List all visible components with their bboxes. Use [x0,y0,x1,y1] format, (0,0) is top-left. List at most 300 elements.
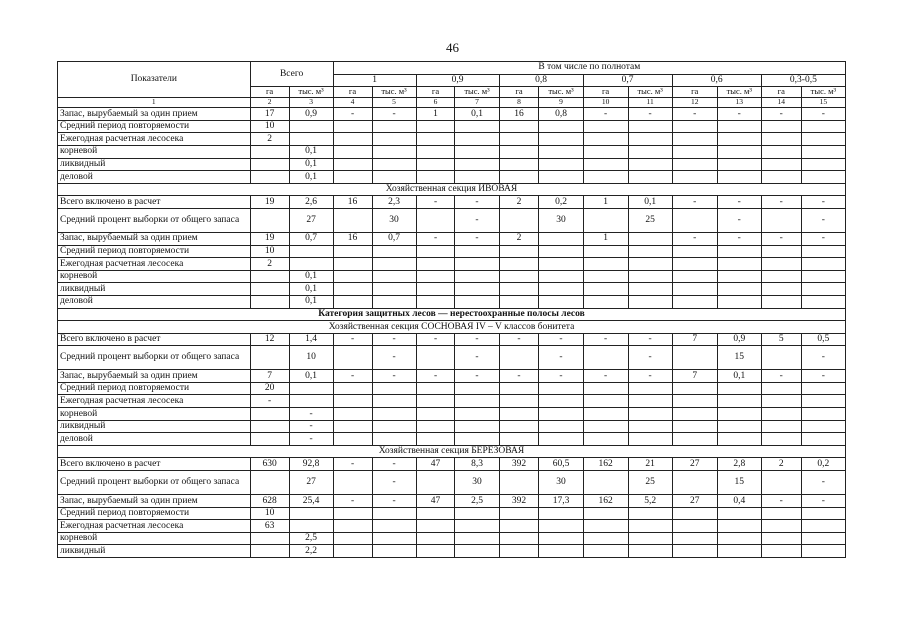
table-cell [801,507,845,520]
table-cell [583,471,628,495]
table-cell: 2 [250,133,289,146]
unit-cell: га [761,87,801,98]
table-cell: 27 [289,208,333,232]
table-cell [416,433,455,446]
table-header [58,62,846,108]
table-cell [416,520,455,533]
table-cell [455,283,499,296]
table-cell [416,270,455,283]
table-cell [539,408,583,421]
table-cell: - [628,333,672,346]
row-label: Средний период повторяемости [58,245,251,258]
table-cell: - [416,333,455,346]
table-cell [250,208,289,232]
table-cell [583,382,628,395]
table-cell: 0,1 [455,108,499,121]
unit-cell: га [416,87,455,98]
table-cell [499,283,539,296]
table-row [58,196,846,209]
table-cell [333,245,372,258]
table-cell: 1 [416,108,455,121]
table-cell: - [539,346,583,370]
column-number: 10 [583,98,628,108]
table-cell: 30 [539,471,583,495]
table-cell: - [539,370,583,383]
table-cell [672,420,717,433]
table-cell [416,408,455,421]
table-row [58,495,846,508]
table-cell [416,258,455,271]
table-cell [289,245,333,258]
table-cell [761,133,801,146]
table-cell [455,507,499,520]
table-cell: 2,8 [717,458,761,471]
table-cell [372,270,416,283]
total-header: Всего [250,62,333,87]
table-cell: 25 [628,208,672,232]
table-cell [455,408,499,421]
table-cell: 2,6 [289,196,333,209]
table-row [58,507,846,520]
table-cell: 16 [499,108,539,121]
column-number: 5 [372,98,416,108]
table-cell: 392 [499,495,539,508]
table-cell: - [801,108,845,121]
table-cell [583,520,628,533]
table-cell [801,395,845,408]
row-label: Запас, вырубаемый за один прием [58,108,251,121]
table-cell: - [455,333,499,346]
table-cell [250,295,289,308]
table-cell: 2,5 [289,532,333,545]
table-cell: 15 [717,346,761,370]
table-cell [761,408,801,421]
table-cell [717,408,761,421]
table-cell [717,395,761,408]
table-cell [761,471,801,495]
table-cell [416,245,455,258]
table-cell [333,420,372,433]
table-cell: 10 [289,346,333,370]
table-cell [583,408,628,421]
table-cell [455,270,499,283]
table-cell [583,270,628,283]
table-cell: - [333,370,372,383]
table-cell [372,420,416,433]
table-body [58,108,846,558]
table-row [58,545,846,558]
density-header: 0,8 [499,74,583,87]
table-cell [333,545,372,558]
table-cell: 19 [250,196,289,209]
table-cell [333,208,372,232]
unit-cell: га [583,87,628,98]
table-cell [717,120,761,133]
row-label: Всего включено в расчет [58,196,251,209]
table-row [58,295,846,308]
unit-cell: тыс. м³ [289,87,333,98]
table-cell [499,295,539,308]
table-cell [761,532,801,545]
table-cell: 27 [672,495,717,508]
table-cell [717,270,761,283]
table-cell [583,433,628,446]
table-cell [289,133,333,146]
table-cell [416,420,455,433]
table-cell: 0,1 [289,158,333,171]
table-cell [801,133,845,146]
table-cell [583,420,628,433]
row-label: Запас, вырубаемый за один прием [58,232,251,245]
section-header-row [58,445,846,458]
table-cell [539,283,583,296]
table-cell: 8,3 [455,458,499,471]
table-cell [628,283,672,296]
table-cell [717,295,761,308]
table-cell: - [250,395,289,408]
table-cell [539,171,583,184]
table-cell [539,395,583,408]
table-cell [372,408,416,421]
table-row [58,408,846,421]
table-cell [250,171,289,184]
row-label: ликвидный [58,545,251,558]
table-cell [499,158,539,171]
table-cell [672,532,717,545]
table-cell [372,395,416,408]
table-row [58,171,846,184]
table-cell: - [583,333,628,346]
table-cell [628,120,672,133]
table-cell [416,208,455,232]
table-cell: - [455,370,499,383]
table-cell: - [761,108,801,121]
table-cell [717,433,761,446]
table-cell [289,382,333,395]
table-cell [539,545,583,558]
table-row [58,245,846,258]
table-cell [499,395,539,408]
table-cell [672,433,717,446]
table-cell [333,346,372,370]
table-cell [372,258,416,271]
table-cell [801,420,845,433]
table-cell [539,420,583,433]
table-cell: 7 [250,370,289,383]
table-cell: - [416,232,455,245]
table-cell [628,507,672,520]
table-cell: 0,5 [801,333,845,346]
table-cell [455,395,499,408]
table-cell: - [499,333,539,346]
table-cell [761,433,801,446]
table-cell [455,382,499,395]
table-cell [672,408,717,421]
density-header: 1 [333,74,416,87]
table-cell [333,133,372,146]
table-cell [250,545,289,558]
table-cell: - [801,346,845,370]
table-cell: 2,3 [372,196,416,209]
table-cell: 25,4 [289,495,333,508]
table-cell [289,520,333,533]
table-cell: - [333,108,372,121]
table-cell [455,145,499,158]
table-cell [499,346,539,370]
table-cell [761,208,801,232]
table-cell: - [372,333,416,346]
table-cell: 0,1 [289,295,333,308]
table-cell [628,395,672,408]
table-cell [289,258,333,271]
table-cell [761,158,801,171]
table-cell [628,532,672,545]
table-cell [499,433,539,446]
table-cell [499,471,539,495]
table-row [58,370,846,383]
table-cell [416,295,455,308]
table-cell [372,283,416,296]
table-cell: - [333,458,372,471]
table-cell: - [289,420,333,433]
table-cell: 2 [761,458,801,471]
table-cell: - [672,196,717,209]
table-cell: - [583,370,628,383]
table-cell [416,395,455,408]
table-cell [372,520,416,533]
table-cell [761,295,801,308]
table-cell [455,258,499,271]
table-cell [372,158,416,171]
row-label: Ежегодная расчетная лесосека [58,520,251,533]
table-cell [416,346,455,370]
row-label: ликвидный [58,420,251,433]
table-cell [801,120,845,133]
table-cell: 17 [250,108,289,121]
table-row [58,258,846,271]
table-cell: 30 [539,208,583,232]
table-cell [499,270,539,283]
category-title: Категория защитных лесов — нерестоохранные полосы лесов [58,308,846,321]
table-cell [455,171,499,184]
section-title: Хозяйственная секция СОСНОВАЯ IV – V классов бонитета [58,321,846,334]
table-cell [250,532,289,545]
table-cell [333,520,372,533]
table-cell [499,171,539,184]
density-header: 0,9 [416,74,499,87]
column-number: 3 [289,98,333,108]
table-cell [372,532,416,545]
table-cell [372,171,416,184]
table-cell [717,145,761,158]
table-row [58,420,846,433]
table-cell [761,283,801,296]
table-cell [499,507,539,520]
row-label: Средний процент выборки от общего запаса [58,346,251,370]
table-cell [583,545,628,558]
table-cell [672,471,717,495]
table-cell [499,382,539,395]
table-cell [250,346,289,370]
indicators-header: Показатели [58,62,251,98]
table-cell: - [717,232,761,245]
table-cell [801,158,845,171]
table-cell: 30 [455,471,499,495]
table-cell: 16 [333,232,372,245]
table-cell [539,145,583,158]
row-label: Запас, вырубаемый за один прием [58,495,251,508]
table-cell: 0,4 [717,495,761,508]
table-cell [499,532,539,545]
table-cell [333,270,372,283]
density-header: 0,6 [672,74,761,87]
table-cell: 25 [628,471,672,495]
table-cell [761,382,801,395]
table-cell: - [672,232,717,245]
table-cell [761,171,801,184]
table-cell [333,395,372,408]
table-cell [628,545,672,558]
table-cell: 10 [250,245,289,258]
table-cell [801,258,845,271]
table-cell: 2,2 [289,545,333,558]
table-cell: 2 [499,232,539,245]
column-number: 8 [499,98,539,108]
table-row [58,346,846,370]
table-cell [372,507,416,520]
table-cell: 392 [499,458,539,471]
table-cell: 630 [250,458,289,471]
table-cell [628,382,672,395]
table-cell [761,145,801,158]
table-cell [416,471,455,495]
table-cell [583,133,628,146]
table-cell: - [416,196,455,209]
table-cell [455,532,499,545]
table-cell [628,158,672,171]
section-title: Хозяйственная секция БЕРЕЗОВАЯ [58,445,846,458]
table-cell [289,120,333,133]
table-cell: 60,5 [539,458,583,471]
table-cell: 7 [672,333,717,346]
table-cell: - [583,108,628,121]
table-cell [583,158,628,171]
table-cell: 63 [250,520,289,533]
table-cell [539,433,583,446]
table-cell [761,395,801,408]
table-row [58,283,846,296]
table-cell [761,245,801,258]
table-cell [583,346,628,370]
table-cell [801,545,845,558]
table-cell [628,171,672,184]
unit-cell: га [333,87,372,98]
table-cell [672,120,717,133]
table-cell [672,507,717,520]
table-cell [499,258,539,271]
table-cell: - [801,232,845,245]
table-cell: - [333,333,372,346]
table-cell [333,532,372,545]
table-cell [455,420,499,433]
table-row [58,208,846,232]
table-cell [333,382,372,395]
table-cell [583,507,628,520]
table-cell [539,520,583,533]
table-cell [333,171,372,184]
table-cell: 0,7 [289,232,333,245]
table-row [58,145,846,158]
column-number-row [58,98,846,108]
table-cell: 10 [250,507,289,520]
table-cell: 27 [672,458,717,471]
table-cell [801,532,845,545]
table-row [58,532,846,545]
row-label: Всего включено в расчет [58,333,251,346]
table-cell: 2 [250,258,289,271]
table-cell [333,120,372,133]
table-cell [717,382,761,395]
unit-cell: тыс. м³ [717,87,761,98]
table-cell [250,433,289,446]
density-header: 0,7 [583,74,672,87]
row-label: Средний период повторяемости [58,382,251,395]
table-cell: 27 [289,471,333,495]
page-number: 46 [446,40,459,55]
table-cell [628,433,672,446]
table-cell [250,270,289,283]
table-cell [717,545,761,558]
table-cell [333,408,372,421]
table-cell: - [372,346,416,370]
table-cell [333,507,372,520]
table-cell: - [372,370,416,383]
table-cell: 30 [372,208,416,232]
table-cell: 0,1 [628,196,672,209]
table-cell [499,245,539,258]
table-cell [416,158,455,171]
table-cell [372,433,416,446]
table-cell [628,258,672,271]
table-cell [717,245,761,258]
table-cell [539,158,583,171]
table-cell [628,232,672,245]
table-cell [333,433,372,446]
column-number: 2 [250,98,289,108]
table-cell: - [628,370,672,383]
table-cell [672,283,717,296]
table-cell: 162 [583,495,628,508]
by-density-header: В том числе по полнотам [333,62,845,75]
table-cell [717,507,761,520]
table-cell: 47 [416,458,455,471]
table-cell [455,433,499,446]
row-label: корневой [58,408,251,421]
table-cell: - [333,495,372,508]
table-cell [250,420,289,433]
density-header: 0,3-0,5 [761,74,845,87]
table-cell: - [455,346,499,370]
table-cell: - [372,471,416,495]
table-cell: 0,9 [717,333,761,346]
table-cell [672,270,717,283]
table-cell [583,258,628,271]
table-cell [333,145,372,158]
unit-cell: га [250,87,289,98]
table-cell: 5,2 [628,495,672,508]
unit-cell: тыс. м³ [628,87,672,98]
table-cell [539,120,583,133]
